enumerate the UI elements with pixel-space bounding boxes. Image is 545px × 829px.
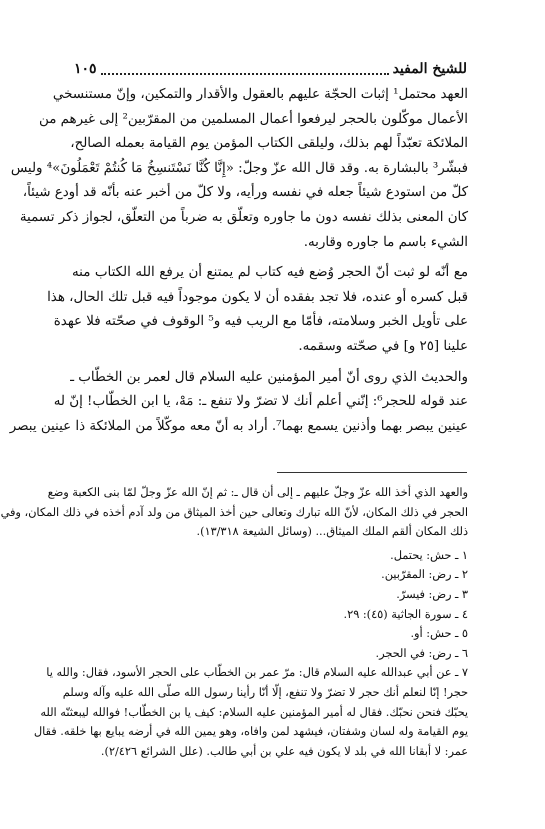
footnote-line: الحجر في ذلك المكان، لأنّ الله تبارك وتعالى حين أخذ الميثاق من ولد آدم أخذه في ذلك المكان، وفي [0, 505, 468, 519]
text-line: عينين يبصر بهما وأذنين يسمع بهما⁷. أراد به أنّ معه موكّلاً من الملائكة ذا عينين يبصر [9, 418, 468, 434]
text-line: على تأويل الخبر وسلامته، فأمّا مع الريب فيه و⁵ الوقوف في صحّته فلا عهدة [53, 314, 468, 330]
main-text [9, 83, 468, 439]
text-line: فبشّر³ بالبشارة به. وقد قال الله عزّ وجلّ: «إِنَّا كُنَّا نَسْتَنسِخُ مَا كُنتُمْ تَعْمَلُونَ»⁴ وليس [10, 160, 468, 176]
text-line: مع أنّه لو ثبت أنّ الحجر وُضع فيه كتاب لم يمتنع أن يرفع الله الكتاب منه [72, 265, 468, 281]
text-line: علينا [٢٥ و] في صحّته وسقمه. [298, 338, 468, 354]
paragraph-3 [9, 366, 468, 440]
header-dot-leader [101, 63, 389, 75]
footnote-divider [277, 472, 467, 473]
footnote-item: ٤ ـ سورة الجاثية (٤٥): ٢٩. [343, 607, 468, 621]
text-line: قبل كسره أو عنده، فلا تجد بفقده أن لا يكون موجوداً فيه قبل تلك الحال، هذا [47, 289, 468, 305]
footnote-item: ٣ ـ رض: فيسرّ. [396, 587, 468, 601]
footnote-line: والعهد الذي أخذ الله عزّ وجلّ عليهم ـ إلى أن قال ـ: ثم إنّ الله عزّ وجلّ لمّا بنى الكعبة وضع [47, 486, 468, 499]
footnote-item: ٢ ـ رض: المقرّبين. [381, 568, 468, 582]
footnote-line: ٧ ـ عن أبي عبدالله عليه السلام قال: مرّ عمر بن الخطّاب على الحجر الأسود، فقال: والله يا [46, 666, 468, 680]
paragraph-2 [47, 261, 468, 359]
footnote-line: عمر: لا أبقانا الله في بلد لا يكون فيه علي بن أبي طالب. (علل الشرائع ٢/٤٢٦). [100, 744, 468, 758]
paragraph-1 [10, 83, 468, 255]
footnote-item: ١ ـ حش: يحتمل. [390, 548, 468, 562]
running-title: للشيخ المفيد [392, 61, 467, 77]
footnote-item: ٦ ـ رض: في الحجر. [375, 646, 468, 660]
footnote-line: ذلك المكان ألقم الملك الميثاق... (وسائل الشيعة ١٣/٣١٨). [196, 525, 468, 539]
text-line: الأعمال موكّلون بالحجر ليرفعوا أعمال المسلمين من المقرّبين² إلى غيرهم من [39, 111, 468, 127]
text-line: الملائكة تعبّداً لهم بذلك، وليلقى الكتاب المؤمن يوم القيامة بعمله الصالح، [70, 136, 468, 152]
footnote-line: حجر! إنّا لنعلم أنك حجر لا تضرّ ولا تنفع، إلّا أنّا رأينا رسول الله صلّى الله عليه وآله وسلم [62, 685, 468, 699]
text-line: العهد محتمل¹ إثبات الحجّة عليهم بالعقول والأقدار والتمكين، وإنّ مستنسخي [52, 87, 468, 102]
footnote-item: ٥ ـ حش: أو. [410, 627, 468, 641]
text-line: كان المعنى بذلك نفسه دون ما جاوره وتعلّق به ضرباً من التعلّق، لجواز ذكر تسمية [19, 209, 468, 225]
footnote-line: يوم القيامة وله لسان وشفتان، فيشهد لمن وافاه، وهو يمين الله في أرضه يبايع بها خلقه. فقال [33, 725, 468, 739]
text-line: الشيء باسم ما جاوره وقاربه. [303, 234, 468, 250]
page-number: ١٠٥ [74, 61, 97, 77]
text-line: عند قوله للحجر⁶: إنّني أعلم أنك لا تضرّ ولا تنفع ـ: مَهْ، يا ابن الخطّاب! إنّ له [53, 394, 468, 410]
text-line: كلّ من استودع شيئاً جعله في نفسه ورأيه، ولا كلّ من أخبر عنه بأنّه قد أودع شيئاً، [22, 185, 468, 201]
text-line: والحديث الذي روى أنّ أمير المؤمنين عليه السلام قال لعمر بن الخطّاب ـ [70, 369, 468, 385]
footnotes [0, 483, 468, 761]
footnote-line: يحبّك فنحن نحبّك. فقال له أمير المؤمنين عليه السلام: كيف يا بن الخطّاب! فوالله ليبعثنّه الله [40, 705, 468, 719]
page-header [74, 58, 467, 80]
